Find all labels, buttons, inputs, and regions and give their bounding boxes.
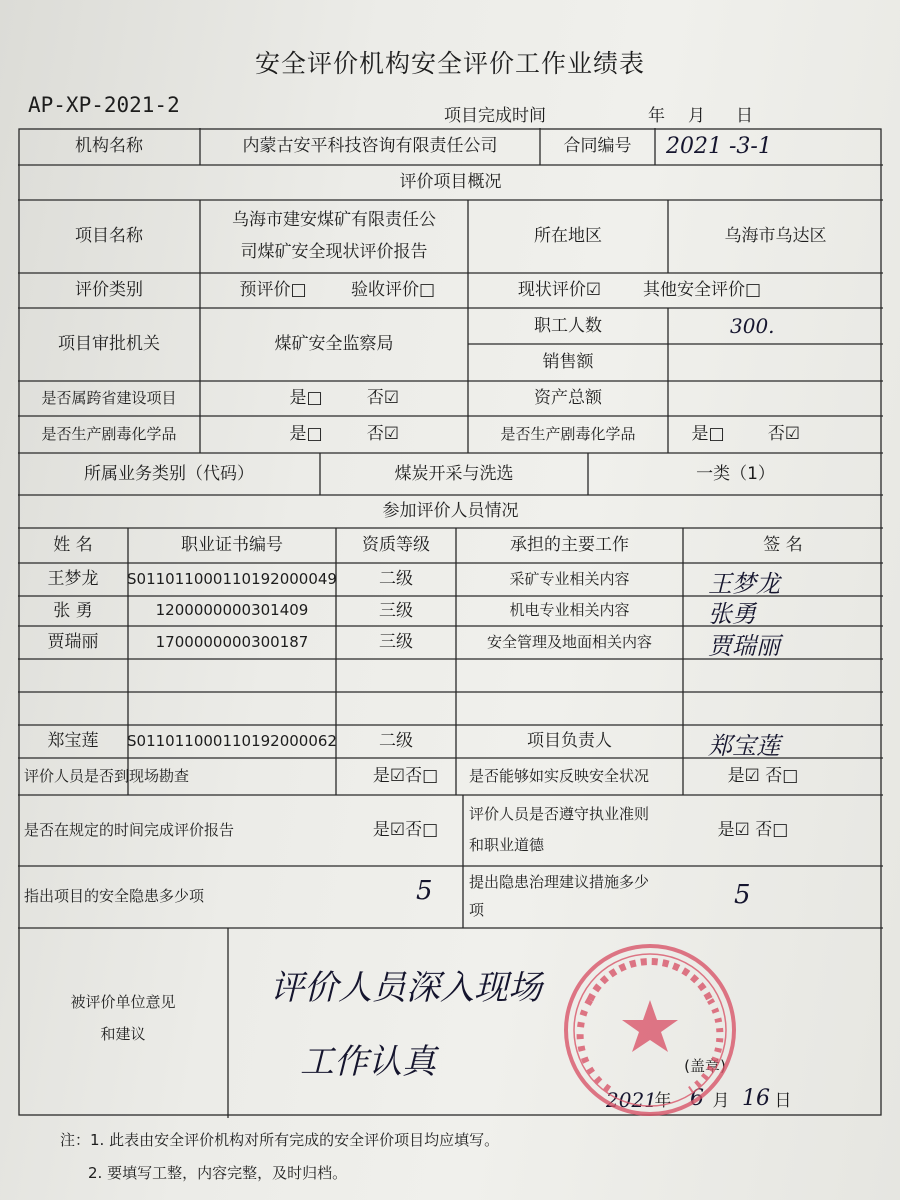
contract-label: 合同编号 [563, 136, 632, 157]
staff-row-signature: 张勇 [708, 600, 756, 628]
toxic-right-no-checkbox: 否☑ [767, 424, 801, 445]
agency-value: 内蒙古安平科技咨询有限责任公司 [242, 136, 498, 157]
business-class: 一类（1） [696, 463, 775, 484]
toxic-yes-checkbox: 是□ [289, 424, 323, 445]
completion-day: 日 [736, 106, 753, 126]
toxic-label: 是否生产剧毒化学品 [41, 424, 177, 443]
project-name-label: 项目名称 [75, 226, 143, 247]
lead-cert: S011011000110192000062 [127, 731, 337, 750]
q-faithful-answer: 是☑ 否□ [727, 766, 799, 787]
staff-row-level: 三级 [379, 600, 413, 621]
cross-yes-checkbox: 是□ [289, 388, 323, 409]
lead-work: 项目负责人 [527, 731, 612, 752]
category-label: 评价类别 [75, 280, 143, 301]
form-notes [60, 1124, 499, 1190]
opinion-date-day-label: 日 [774, 1090, 792, 1111]
lead-name: 郑宝莲 [47, 731, 99, 752]
opinion-label-line2: 和建议 [100, 1025, 146, 1044]
document-code: AP-XP-2021-2 [28, 93, 180, 117]
opinion-date-day: 16 [742, 1086, 770, 1111]
q-hazards: 指出项目的安全隐患多少项 [24, 887, 205, 906]
q-hazards-value: 5 [416, 876, 433, 906]
official-seal-icon [560, 940, 740, 1120]
lead-signature: 郑宝莲 [708, 732, 780, 760]
business-label: 所属业务类别（代码） [84, 463, 254, 484]
q-ethics-line2: 和职业道德 [469, 835, 545, 854]
sales-label: 销售额 [542, 352, 594, 373]
contract-value: 2021 -3-1 [666, 134, 772, 159]
q-site-survey: 评价人员是否到现场勘查 [24, 766, 190, 785]
note-line2: 2. 要填写工整，内容完整，及时归档。 [88, 1164, 348, 1182]
toxic-label-right: 是否生产剧毒化学品 [500, 424, 636, 443]
completion-label: 项目完成时间 [444, 106, 546, 126]
business-value: 煤炭开采与洗选 [394, 463, 514, 484]
opinion-text-line1: 评价人员深入现场 [270, 968, 542, 1008]
region-label: 所在地区 [534, 226, 602, 247]
staff-row-level: 三级 [379, 632, 413, 653]
staff-row-cert: 1200000000301409 [155, 601, 309, 620]
cross-no-checkbox: 否☑ [366, 388, 400, 409]
q-ethics-line1: 评价人员是否遵守执业准则 [469, 804, 650, 823]
col-level: 资质等级 [362, 535, 430, 556]
cross-province-label: 是否属跨省建设项目 [41, 388, 177, 407]
opinion-date-month: 6 [690, 1086, 704, 1111]
form-table [18, 128, 883, 1118]
q-on-time-answer: 是☑否□ [372, 820, 439, 841]
note-line1: 注：1. 此表由安全评价机构对所有完成的安全评价项目均应填写。 [60, 1131, 500, 1149]
staff-row-name: 张 勇 [53, 600, 93, 621]
opinion-label-line1: 被评价单位意见 [70, 993, 176, 1012]
staff-row-name: 贾瑞丽 [47, 632, 99, 653]
lead-level: 二级 [379, 731, 413, 752]
q-site-survey-answer: 是☑否□ [372, 766, 439, 787]
project-name-line2: 司煤矿安全现状评价报告 [240, 241, 428, 262]
completion-year: 年 [648, 106, 665, 126]
opinion-date-month-label: 月 [712, 1090, 730, 1111]
staff-row-work: 安全管理及地面相关内容 [486, 632, 652, 651]
q-measures-line1: 提出隐患治理建议措施多少 [469, 873, 650, 892]
staff-heading: 参加评价人员情况 [382, 501, 519, 522]
completion-month: 月 [688, 106, 705, 126]
opinion-text-line2: 工作认真 [300, 1042, 436, 1082]
category-status-checkbox: 现状评价☑ [517, 280, 602, 301]
form-title: 安全评价机构安全评价工作业绩表 [254, 49, 645, 78]
staff-row-level: 二级 [379, 569, 413, 590]
project-name-line1: 乌海市建安煤矿有限责任公 [232, 209, 436, 230]
region-value: 乌海市乌达区 [724, 226, 827, 247]
staff-count-label: 职工人数 [534, 315, 602, 336]
col-sign: 签 名 [763, 535, 803, 556]
q-on-time: 是否在规定的时间完成评价报告 [24, 820, 235, 839]
q-measures-line2: 项 [469, 901, 485, 920]
category-accept-checkbox: 验收评价□ [350, 280, 436, 301]
opinion-date-year: 2021 [606, 1088, 657, 1112]
category-pre-checkbox: 预评价□ [239, 280, 307, 301]
overview-heading: 评价项目概况 [399, 172, 502, 193]
staff-row-cert: S011011000110192000049 [127, 569, 337, 588]
approval-label: 项目审批机关 [58, 334, 160, 355]
assets-label: 资产总额 [534, 388, 602, 409]
staff-row-work: 采矿专业相关内容 [509, 569, 630, 588]
toxic-right-yes-checkbox: 是□ [691, 424, 725, 445]
staff-row-name: 王梦龙 [47, 569, 99, 590]
col-cert: 职业证书编号 [181, 535, 283, 556]
col-name: 姓 名 [53, 535, 93, 556]
q-measures-value: 5 [734, 880, 751, 910]
staff-row-signature: 贾瑞丽 [708, 632, 780, 660]
q-faithful: 是否能够如实反映安全状况 [469, 766, 650, 785]
staff-count-value: 300. [730, 314, 775, 338]
seal-label: (盖章) [684, 1057, 726, 1076]
approval-value: 煤矿安全监察局 [274, 334, 394, 355]
staff-row-signature: 王梦龙 [708, 570, 780, 598]
agency-label: 机构名称 [75, 136, 143, 157]
col-work: 承担的主要工作 [510, 535, 629, 556]
opinion-date-year-label: 年 [654, 1090, 672, 1111]
staff-row-work: 机电专业相关内容 [509, 601, 630, 620]
q-ethics-answer: 是☑ 否□ [717, 820, 789, 841]
category-other-checkbox: 其他安全评价□ [642, 280, 762, 301]
toxic-no-checkbox: 否☑ [366, 424, 400, 445]
completion-date [444, 101, 753, 126]
staff-row-cert: 1700000000300187 [155, 632, 309, 651]
